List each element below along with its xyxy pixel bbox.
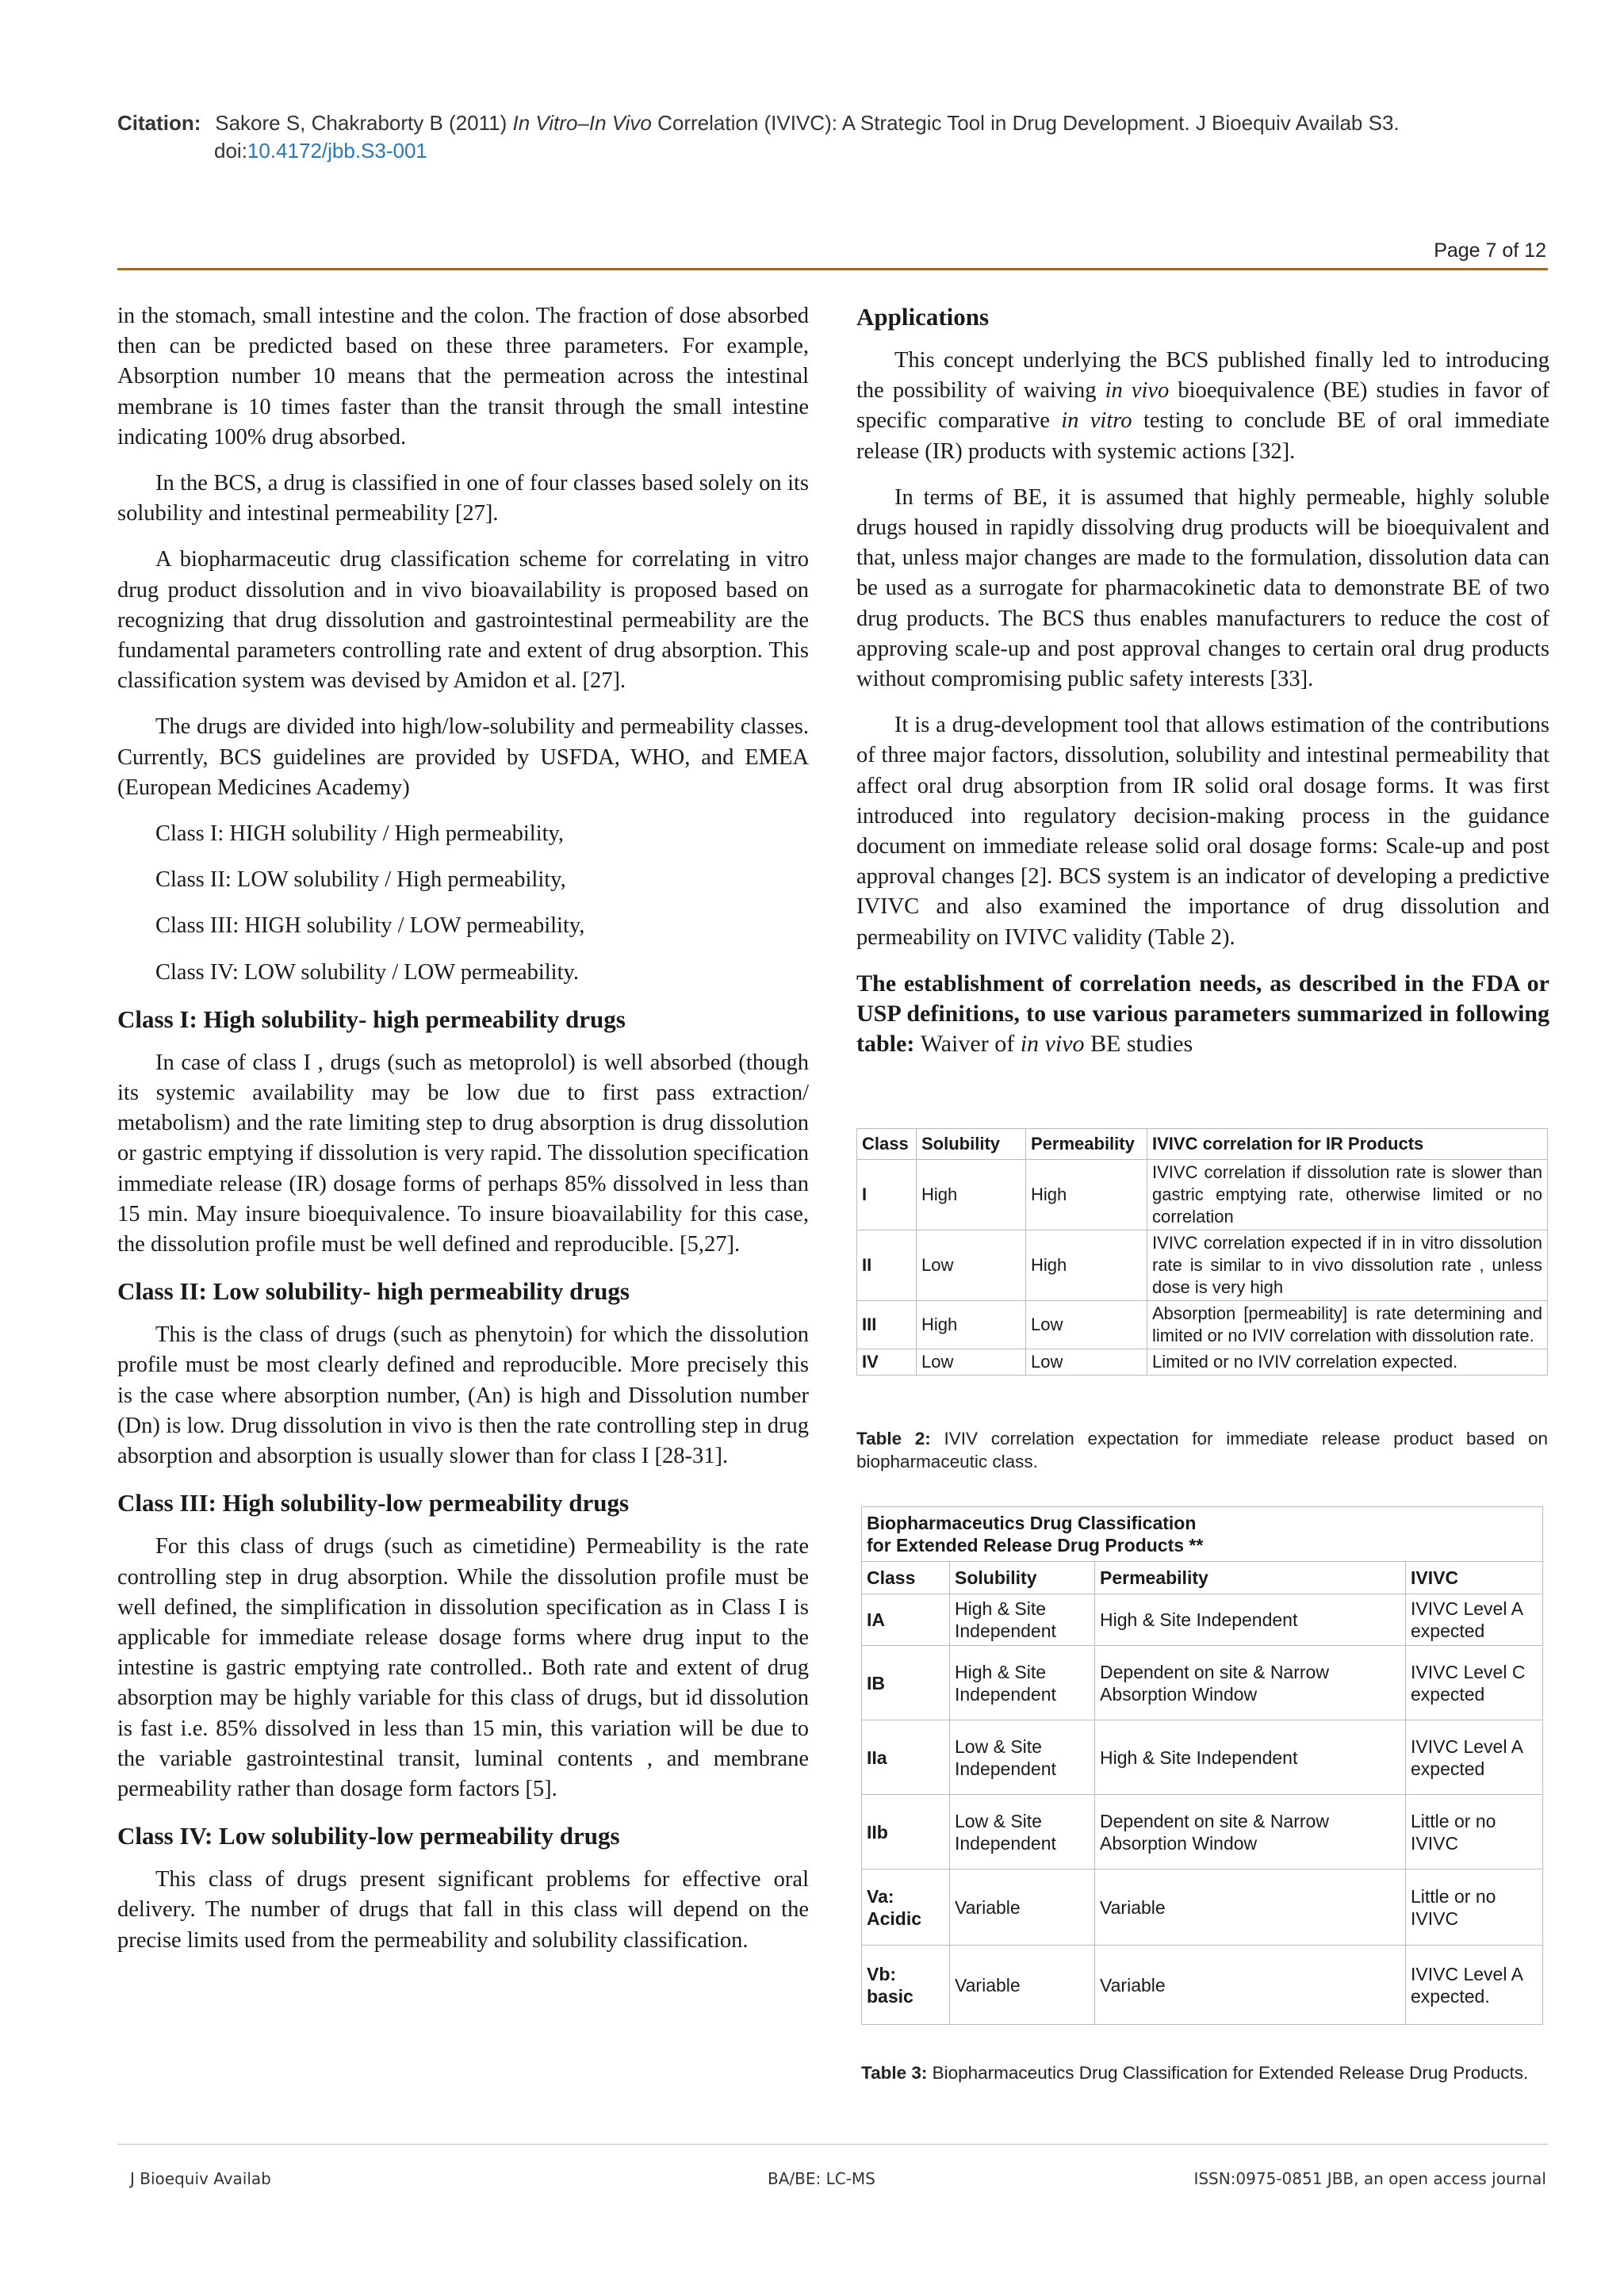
table-2 <box>856 1128 1548 1376</box>
table-cell: Little or no IVIVC <box>1406 1869 1543 1946</box>
class-list-item: Class IV: LOW solubility / LOW permeability. <box>155 959 580 985</box>
table-cell: Little or no IVIVC <box>1406 1795 1543 1869</box>
class-list-item: Class II: LOW solubility / High permeability, <box>155 867 566 893</box>
paragraph: In the BCS, a drug is classified in one of four classes based solely on its solubility and intestinal permeability [27]. <box>117 471 809 526</box>
page-number: Page 7 of 12 <box>1434 239 1546 262</box>
left-column <box>117 301 809 1972</box>
paragraph: This is the class of drugs (such as phenytoin) for which the dissolution profile must be most clearly defined and reproducible. More precisely this is the case where absorption number, (An) is high and Dissolution number (Dn) is low. Drug dissolution in vivo is then the rate controlling step in drug absorption and absorption is usually slower than for class I [28-31]. <box>117 1322 809 1469</box>
table-header-cell: Permeability <box>1026 1129 1147 1160</box>
table-cell: I <box>857 1160 917 1230</box>
table-cell: IVIVC Level A expected <box>1406 1594 1543 1646</box>
table-header-cell: Solubility <box>950 1562 1095 1594</box>
text-run: Waiver of <box>920 1030 1015 1057</box>
italic-run: in vitro <box>1061 408 1132 434</box>
table-cell: IIb <box>862 1795 950 1869</box>
text-run: BE studies <box>1090 1030 1193 1057</box>
class-list-item: Class III: HIGH solubility / LOW permeability, <box>155 913 585 939</box>
section-heading-class3: Class III: High solubility-low permeability drugs <box>117 1489 630 1517</box>
doi-link[interactable]: 10.4172/jbb.S3-001 <box>247 139 427 163</box>
table-cell: Low <box>917 1230 1026 1301</box>
right-column <box>856 301 1549 1107</box>
table-row <box>857 1230 1548 1301</box>
paragraph <box>856 346 1549 467</box>
citation-authors: Sakore S, Chakraborty B (2011) <box>215 111 508 135</box>
table-row <box>862 1594 1543 1646</box>
text-run: This concept underlying the BCS published finally led to introducing the possibility of waiving <box>856 348 1549 404</box>
bold-run: The establishment of correlation needs, as described in the FDA or USP definitions, to use various parameters summarized in following table: <box>856 970 1549 1057</box>
table-cell: Variable <box>1095 1869 1406 1946</box>
table-cell: Vb: basic <box>862 1946 950 2025</box>
italic-run: in vivo <box>1020 1030 1085 1057</box>
footer-issn: ISSN:0975-0851 JBB, an open access journal <box>1193 2169 1546 2188</box>
citation-block <box>117 109 1551 165</box>
table-cell: III <box>857 1301 917 1349</box>
table-row <box>862 1646 1543 1720</box>
table-row <box>862 1946 1543 2025</box>
table-header-cell: Solubility <box>917 1129 1026 1160</box>
table-cell: High & Site Independent <box>1095 1594 1406 1646</box>
table-cell: High & Site Independent <box>950 1646 1095 1720</box>
paragraph: It is a drug-development tool that allows estimation of the contributions of three major factors, dissolution, solubility and intestinal permeability that affect oral drug absorption from IR solid oral dosage forms. It was first introduced into regulatory decision-making process in the guidance document on immediate release solid oral dosage forms: Scale-up and post approval changes [2]. BCS system is an indicator of developing a predictive IVIVC and also examined the importance of drug dissolution and permeability on IVIVC validity (Table 2). <box>856 713 1549 950</box>
text-run: bioequivalence (BE) studies in favor of specific comparative <box>856 378 1550 434</box>
table-row <box>862 1795 1543 1869</box>
table-cell: Absorption [permeability] is rate determining and limited or no IVIV correlation with dissolution rate. <box>1147 1301 1548 1349</box>
table-title-line: for Extended Release Drug Products ** <box>867 1535 1204 1556</box>
table-title <box>862 1507 1543 1562</box>
table-cell: Low <box>917 1349 1026 1376</box>
section-heading-applications: Applications <box>856 303 990 331</box>
paragraph: in the stomach, small intestine and the colon. The fraction of dose absorbed then can be predicted based on these three parameters. For example, Absorption number 10 means that the permeation across the intestinal membrane is 10 times faster than the transit through the small intestine indicating 100% drug absorbed. <box>117 304 809 450</box>
table-cell: IA <box>862 1594 950 1646</box>
section-heading-class2: Class II: Low solubility- high permeability drugs <box>117 1277 630 1306</box>
table-cell: Variable <box>950 1869 1095 1946</box>
table-cell: IVIVC correlation if dissolution rate is slower than gastric emptying rate, otherwise limited or no correlation <box>1147 1160 1548 1230</box>
section-heading-class1: Class I: High solubility- high permeability drugs <box>117 1004 626 1033</box>
table-cell: IVIVC Level A expected. <box>1406 1946 1543 2025</box>
paragraph: In case of class I , drugs (such as metoprolol) is well absorbed (though its systemic availability may be low due to first pass extraction/ metabolism) and the rate limiting step to drug absorption is drug dissolution or gastric emptying if dissolution is very rapid. The dissolution specification immediate release (IR) dosage forms of perhaps 85% dissolved in less than 15 min. May insure bioequivalence. To insure bioavailability for this case, the dissolution profile must be well defined and reproducible. [5,27]. <box>117 1050 809 1257</box>
caption-text: Biopharmaceutics Drug Classification for Extended Release Drug Products. <box>932 2063 1529 2083</box>
text-run: testing to conclude BE of oral immediate release (IR) products with systemic actions [32]. <box>856 408 1550 464</box>
table-cell: IB <box>862 1646 950 1720</box>
table-cell: IV <box>857 1349 917 1376</box>
footer-divider <box>117 2144 1548 2145</box>
table-cell: IVIVC correlation expected if in in vitro dissolution rate is similar to in vivo dissolution rate , unless dose is very high <box>1147 1230 1548 1301</box>
paragraph: This class of drugs present significant problems for effective oral delivery. The number of drugs that fall in this class will depend on the precise limits used from the permeability and solubility classification. <box>117 1867 809 1953</box>
table-row <box>857 1349 1548 1376</box>
table-cell: Low & Site Independent <box>950 1795 1095 1869</box>
table-row <box>857 1160 1548 1230</box>
doi-label: doi: <box>214 139 247 163</box>
table-cell: IVIVC Level C expected <box>1406 1646 1543 1720</box>
paragraph: For this class of drugs (such as cimetidine) Permeability is the rate controlling step in drug absorption. While the dissolution profile must be well defined, the simplification in dissolution specification as in Class I is applicable for immediate release dosage forms where drug input to the intestine is gastric emptying rate controlled.. Both rate and extent of drug absorption may be highly variable for this class of drugs, but id dissolution is fast i.e. 85% dissolved in less than 15 min, this variation will be due to the variable gastrointestinal transit, luminal contents , and membrane permeability rather than dosage form factors [5]. <box>117 1534 809 1801</box>
table-cell: Variable <box>950 1946 1095 2025</box>
table-cell: IIa <box>862 1720 950 1795</box>
table-cell: Low <box>1026 1301 1147 1349</box>
table-cell: Variable <box>1095 1946 1406 2025</box>
table-header-cell: Permeability <box>1095 1562 1406 1594</box>
table-cell: High <box>1026 1160 1147 1230</box>
citation-title: Correlation (IVIVC): A Strategic Tool in Drug Development. J Bioequiv Availab S3. <box>657 111 1400 135</box>
table-cell: II <box>857 1230 917 1301</box>
table-title-row <box>862 1507 1543 1562</box>
table-3 <box>861 1506 1543 2025</box>
table-header-row <box>857 1129 1548 1160</box>
table-header-row <box>862 1562 1543 1594</box>
table-cell: High <box>1026 1230 1147 1301</box>
citation-italic: In Vitro–In Vivo <box>512 111 652 135</box>
bold-paragraph <box>856 969 1549 1059</box>
table-cell: IVIVC Level A expected <box>1406 1720 1543 1795</box>
table-cell: High <box>917 1160 1026 1230</box>
footer-topic: BA/BE: LC-MS <box>768 2169 875 2188</box>
table-row <box>857 1301 1548 1349</box>
table-row <box>862 1720 1543 1795</box>
table-cell: High & Site Independent <box>950 1594 1095 1646</box>
table-header-cell: IVIVC <box>1406 1562 1543 1594</box>
table-cell: High & Site Independent <box>1095 1720 1406 1795</box>
table-cell: Low <box>1026 1349 1147 1376</box>
italic-run: in vivo <box>1105 378 1170 404</box>
caption-label: Table 3: <box>861 2063 928 2083</box>
paragraph: The drugs are divided into high/low-solubility and permeability classes. Currently, BCS guidelines are provided by USFDA, WHO, and EMEA (European Medicines Academy) <box>117 714 809 800</box>
table-header-cell: Class <box>862 1562 950 1594</box>
section-heading-class4: Class IV: Low solubility-low permeability drugs <box>117 1822 620 1850</box>
class-list-item: Class I: HIGH solubility / High permeability, <box>155 821 565 847</box>
table-cell: Low & Site Independent <box>950 1720 1095 1795</box>
header-divider <box>117 268 1548 270</box>
table-cell: High <box>917 1301 1026 1349</box>
table-cell: Limited or no IVIV correlation expected. <box>1147 1349 1548 1376</box>
table-3-caption <box>861 2061 1543 2084</box>
table-header-cell: IVIVC correlation for IR Products <box>1147 1129 1548 1160</box>
table-header-cell: Class <box>857 1129 917 1160</box>
paragraph: A biopharmaceutic drug classification scheme for correlating in vitro drug product dissolution and in vivo bioavailability is proposed based on recognizing that drug dissolution and gastrointestinal permeability are the fundamental parameters controlling rate and extent of drug absorption. This classification system was devised by Amidon et al. [27]. <box>117 547 809 694</box>
table-cell: Dependent on site & Narrow Absorption Window <box>1095 1795 1406 1869</box>
footer-journal: J Bioequiv Availab <box>130 2169 271 2188</box>
table-title-line: Biopharmaceutics Drug Classification <box>867 1513 1197 1533</box>
table-cell: Va: Acidic <box>862 1869 950 1946</box>
table-cell: Dependent on site & Narrow Absorption Window <box>1095 1646 1406 1720</box>
caption-label: Table 2: <box>856 1429 931 1448</box>
table-2-caption <box>856 1427 1548 1473</box>
caption-text: IVIV correlation expectation for immediate release product based on biopharmaceutic class. <box>856 1429 1548 1471</box>
paragraph: In terms of BE, it is assumed that highly permeable, highly soluble drugs housed in rapidly dissolving drug products will be bioequivalent and that, unless major changes are made to the formulation, dissolution data can be used as a surrogate for pharmacokinetic data to demonstrate BE of two drug products. The BCS thus enables manufacturers to reduce the cost of approving scale-up and post approval changes to certain oral drug products without compromising public safety interests [33]. <box>856 484 1549 692</box>
citation-label: Citation: <box>117 111 201 135</box>
table-row <box>862 1869 1543 1946</box>
